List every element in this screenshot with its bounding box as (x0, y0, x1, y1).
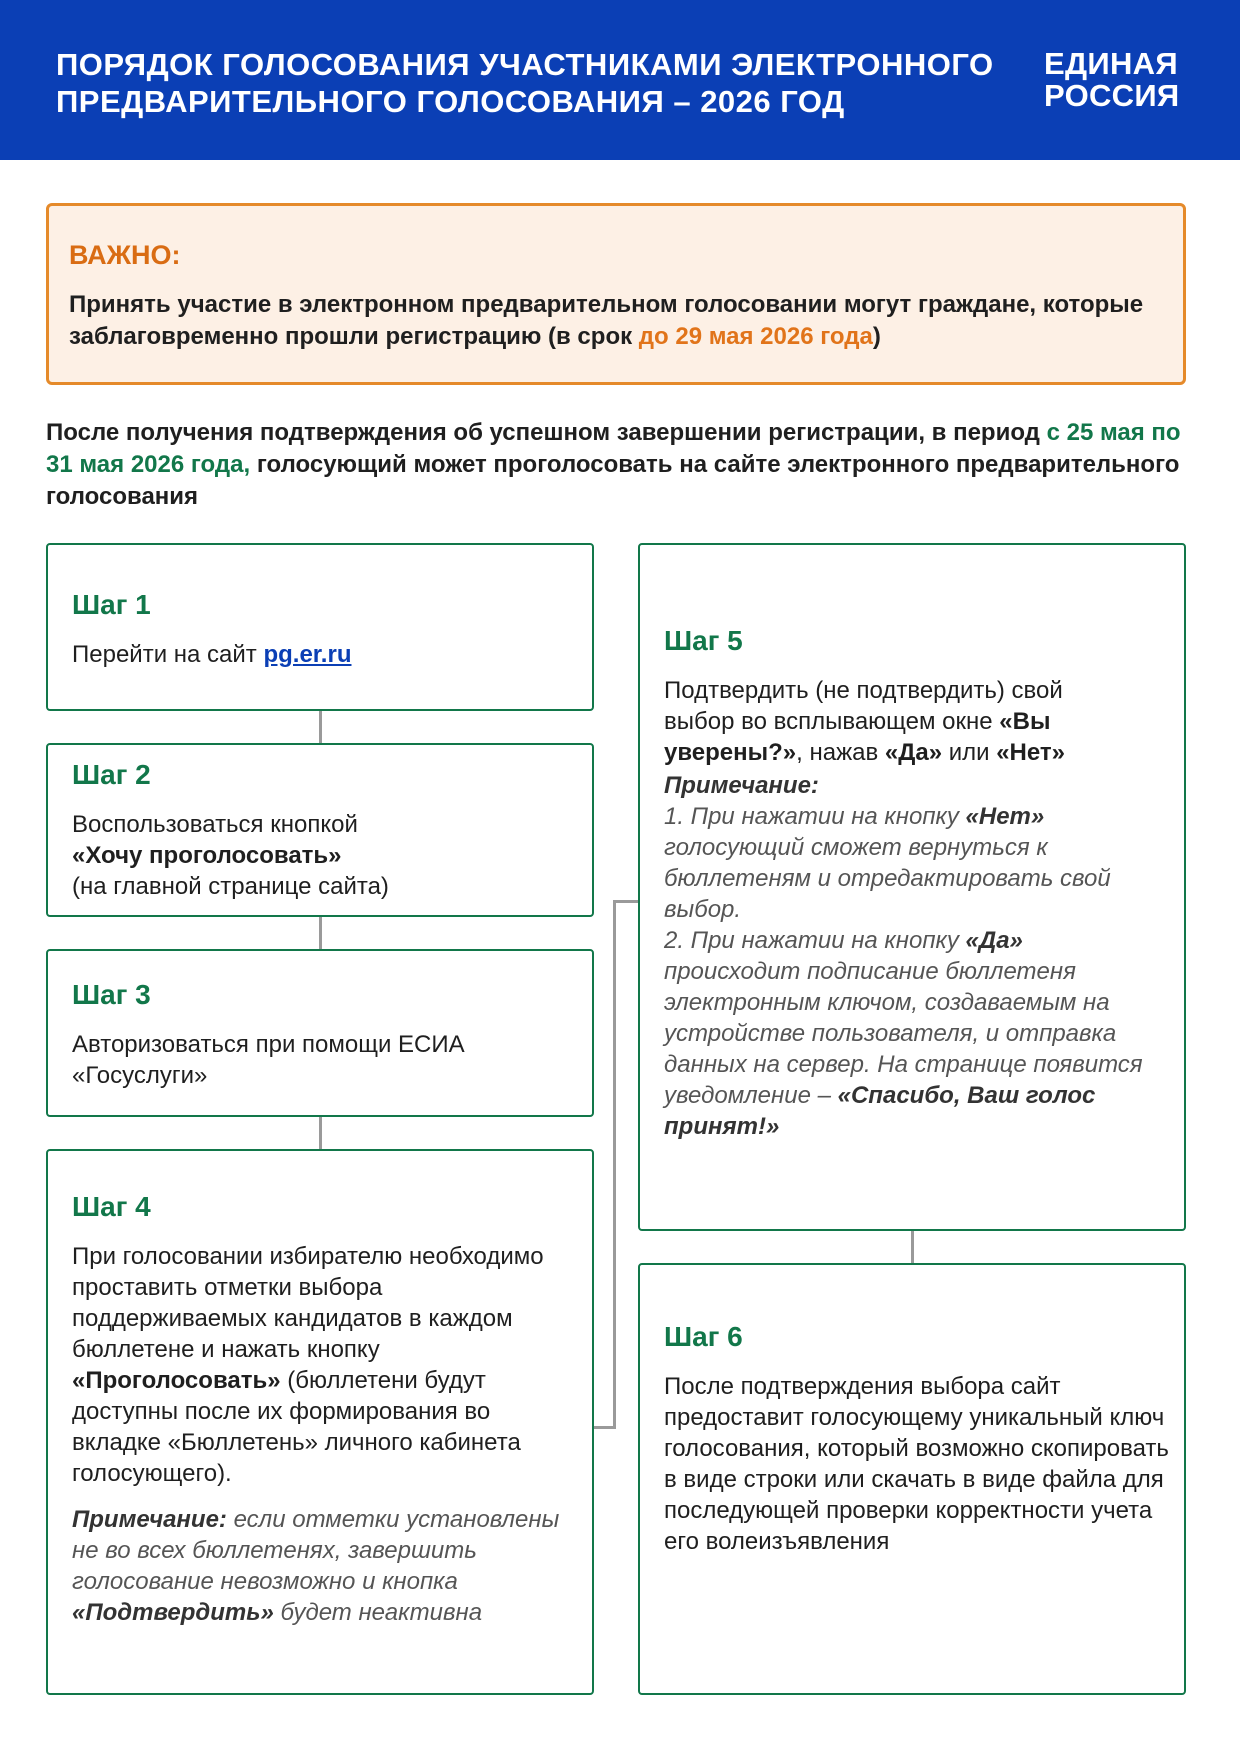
step-4-card (46, 1149, 594, 1695)
step-2-title: Шаг 2 (72, 759, 151, 790)
important-notice (46, 203, 1186, 385)
important-text (69, 289, 1159, 353)
connector-step4-step5-vertical (613, 900, 616, 1429)
step-4-text-before: При голосовании избирателю необходимо проставить отметки выбора поддерживаемых кандидатов в каждом бюллетене и нажать кнопку (72, 1243, 544, 1363)
step-4-note-before: если отметки установлены не во всех бюллетенях, завершить голосование невозможно и кнопка (72, 1506, 560, 1595)
connector-step2-step3 (319, 917, 322, 949)
logo-line1: ЕДИНАЯ (1044, 46, 1178, 81)
connector-step1-step2 (319, 711, 322, 743)
connector-step5-step6 (911, 1231, 914, 1263)
important-title: ВАЖНО: (69, 240, 181, 270)
intro-text-before: После получения подтверждения об успешном завершении регистрации, в период (46, 419, 1047, 446)
step-2-card (46, 743, 594, 917)
step-4-confirm-button-name: «Подтвердить» (72, 1599, 274, 1626)
step-5-text-or: или (942, 739, 997, 766)
site-link[interactable]: pg.er.ru (263, 641, 352, 668)
logo-line2: РОССИЯ (1044, 78, 1180, 113)
important-text-before: Принять участие в электронном предварительном голосовании могут граждане, которые заблаговременно прошли регистрацию (в срок (69, 291, 1144, 350)
step-2-line1: Воспользоваться кнопкой (72, 811, 358, 838)
page-title-line1: ПОРЯДОК ГОЛОСОВАНИЯ УЧАСТНИКАМИ ЭЛЕКТРОННОГО (56, 47, 994, 82)
voting-period: с 25 мая по 31 мая 2026 года, (46, 419, 1181, 478)
step-5-text-before: Подтвердить (не подтвердить) свой выбор во всплывающем окне (664, 677, 1063, 735)
step-5-dialog-name: «Вы уверены?» (664, 708, 1051, 766)
step-4-text (72, 1241, 567, 1489)
step-6-card (638, 1263, 1186, 1695)
important-text-after: ) (872, 323, 881, 350)
connector-step5-in (613, 900, 638, 903)
step-5-yes-label: «Да» (884, 739, 943, 766)
step-5-text-mid: , нажав (796, 739, 885, 766)
step-5-note-label: Примечание: (664, 772, 819, 799)
step-3-title: Шаг 3 (72, 979, 151, 1010)
intro-paragraph (46, 417, 1196, 513)
intro-text-after: голосующий может проголосовать на сайте электронного предварительного голосования (46, 451, 1180, 510)
step-6-title: Шаг 6 (664, 1321, 743, 1352)
step-5-note-1-no: «Нет» (965, 803, 1045, 830)
step-5-text (664, 675, 1134, 768)
step-4-vote-button-name: «Проголосовать» (72, 1367, 281, 1394)
step-5-note-2-yes: «Да» (965, 927, 1023, 954)
step-2-line3: (на главной странице сайта) (72, 873, 389, 900)
step-4-text-after: (бюллетени будут доступны после их формирования во вкладке «Бюллетень» личного кабинета голосующего). (72, 1367, 521, 1487)
step-5-card (638, 543, 1186, 1231)
step-3-card (46, 949, 594, 1117)
step-1-text-before: Перейти на сайт (72, 641, 264, 668)
step-5-thanks-message: «Спасибо, Ваш голос принят!» (664, 1082, 1096, 1140)
party-logo (1044, 48, 1214, 112)
step-5-no-label: «Нет» (996, 739, 1066, 766)
step-5-note-1 (664, 801, 1159, 925)
step-5-title: Шаг 5 (664, 625, 743, 656)
step-5-note-1-after: голосующий сможет вернуться к бюллетеням и отредактировать свой выбор. (664, 834, 1111, 923)
step-5-note-2 (664, 925, 1159, 1142)
step-1-title: Шаг 1 (72, 589, 151, 620)
connector-step3-step4 (319, 1117, 322, 1149)
step-5-note (664, 770, 1159, 1142)
step-5-note-2-before: 2. При нажатии на кнопку (664, 927, 966, 954)
step-6-text: После подтверждения выбора сайт предоставит голосующему уникальный ключ голосования, который возможно скопировать в виде строки или скачать в виде файла для последующей проверки корректности учета его волеизъявления (664, 1373, 1169, 1555)
page-title (56, 46, 1016, 120)
step-1-card (46, 543, 594, 711)
step-3-text: Авторизоваться при помощи ЕСИА «Госуслуги» (72, 1031, 465, 1089)
step-5-note-2-after: происходит подписание бюллетеня электронным ключом, создаваемым на устройстве пользователя, и отправка данных на сервер. На странице появится уведомление – (664, 958, 1143, 1109)
step-2-button-name: «Хочу проголосовать» (72, 842, 342, 869)
step-1-text (72, 639, 351, 670)
step-4-note-label: Примечание: (72, 1506, 227, 1533)
step-2-text (72, 809, 389, 902)
page-title-line2: ПРЕДВАРИТЕЛЬНОГО ГОЛОСОВАНИЯ – 2026 ГОД (56, 84, 845, 119)
registration-deadline: до 29 мая 2026 года (638, 323, 873, 350)
step-4-note-after: будет неактивна (273, 1599, 483, 1626)
header-banner (0, 0, 1240, 160)
step-4-title: Шаг 4 (72, 1191, 151, 1222)
step-5-note-1-before: 1. При нажатии на кнопку (664, 803, 966, 830)
step-4-note (72, 1504, 567, 1628)
